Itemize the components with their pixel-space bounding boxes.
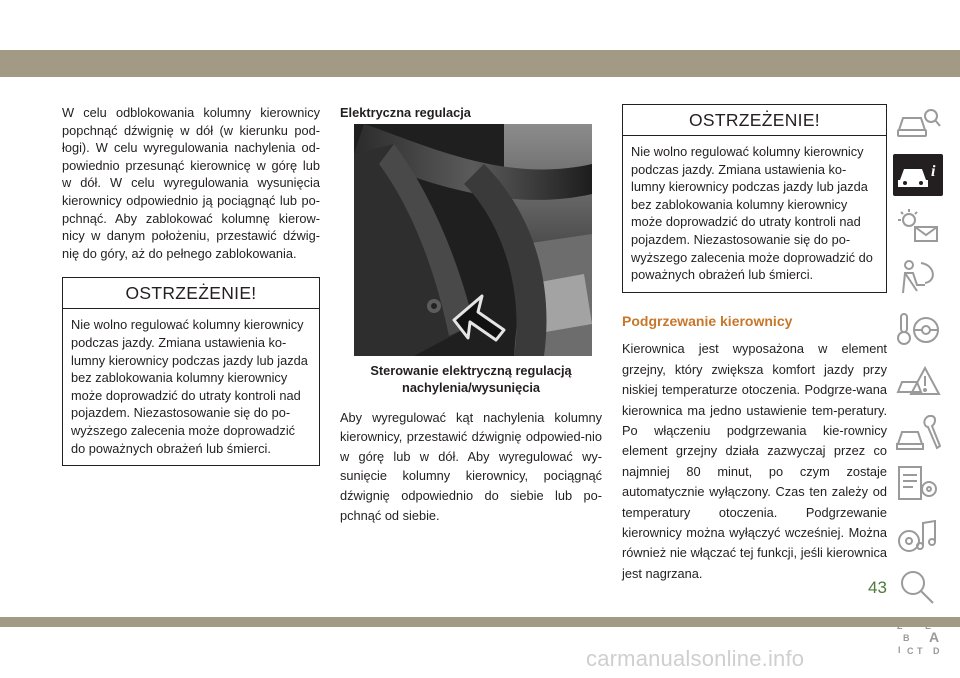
- right-paragraph: Kierownica jest wyposażona w element grzejny, który zwiększa komfort jazdy przy niskiej temperaturze otoczenia. Podgrze-wana kierownica ma jedno ustawienie tem-peratury. Po włączeniu podgrzewania kie-rownicy element grzejny działa zazwyczaj przez co najmniej 80 minut, po czym zostaje automatycznie wyłączony. Czas ten zależy od temperatury otoczenia. Podgrzewanie kierownicy można wyłączyć wcześniej. Można również nie włączać tej funkcji, jeśli kierownica jest nagrzana.: [622, 341, 887, 581]
- document-gear-icon[interactable]: [893, 463, 943, 505]
- car-info-icon[interactable]: [893, 154, 943, 196]
- key-steering-wheel-icon[interactable]: [893, 308, 943, 350]
- warning-text: Nie wolno regulować kolumny kierownicy podczas jazdy. Zmiana ustawienia ko-lumny kierownicy podczas jazdy lub jazda bez zablokowania kolumny kierownicy może doprowadzić do utraty kontroli nad pojazdem. Niezastosowanie się do po-wyższego zalecenia może doprowadzić do poważnych obrażeń lub śmierci.: [631, 144, 873, 283]
- index-letter: A: [929, 628, 940, 645]
- left-column: [62, 104, 320, 466]
- index-letter: C: [907, 645, 914, 656]
- top-band: [0, 50, 960, 77]
- caption-line-1: Sterowanie elektryczną regulacją: [370, 362, 572, 378]
- bottom-band: [0, 617, 960, 627]
- warning-text: Nie wolno regulować kolumny kierownicy podczas jazdy. Zmiana ustawienia ko-lumny kierownicy podczas jazdy lub jazda bez zablokowania kolumny kierownicy może doprowadzić do utraty kontroli nad pojazdem. Niezastosowanie się do po-wyższego zalecenia może doprowadzić do poważnych obrażeń lub śmierci.: [71, 317, 308, 456]
- warning-box-left: [62, 277, 320, 466]
- music-gear-icon[interactable]: [893, 515, 943, 557]
- middle-paragraph: Aby wyregulować kąt nachylenia kolumny kierownicy, przestawić dźwignię odpowied-nio w górę lub w dół. Aby wyregulować wy-sunięcie kolumny kierownicy, pociągnąć dźwignię odpowiednio do siebie lub po-pchnąć od siebie.: [340, 409, 602, 523]
- steering-column-photo: [354, 124, 592, 356]
- middle-column: [340, 104, 602, 525]
- light-message-icon[interactable]: [893, 205, 943, 247]
- index-letter: B: [903, 632, 910, 643]
- wrench-car-icon[interactable]: [893, 412, 943, 454]
- index-letter: T: [917, 645, 923, 656]
- subsection-heading: Elektryczna regulacja: [340, 105, 471, 120]
- airbag-seatbelt-icon[interactable]: [893, 257, 943, 299]
- index-letter: I: [898, 644, 901, 655]
- warning-title: OSTRZEŻENIE!: [63, 278, 319, 309]
- warning-title: OSTRZEŻENIE!: [623, 105, 886, 136]
- intro-paragraph: W celu odblokowania kolumny kierownicy popchnąć dźwignię w dół (w kierunku pod-łogi). W celu wyregulowania nachylenia od-powiednio przesunąć kierownicę w górę lub w dół. W celu wyregulowania wysunięcia kierownicy odpowiednio ją pociągnąć lub po-pchnąć. Aby zablokować kolumnę kierow-nicy w danym położeniu, przestawić dźwig-nię do góry, aż do pełnego zablokowania.: [62, 105, 320, 261]
- watermark: carmanualsonline.info: [586, 646, 805, 671]
- car-search-icon[interactable]: [893, 102, 943, 144]
- magnifier-icon[interactable]: [893, 566, 943, 608]
- index-letter: D: [933, 645, 940, 656]
- caption-line-2: nachylenia/wysunięcia: [402, 379, 540, 395]
- svg-text:i: i: [931, 162, 936, 180]
- section-heading: Podgrzewanie kierownicy: [622, 312, 793, 329]
- right-column: [622, 104, 887, 584]
- warning-box-right: [622, 104, 887, 293]
- photo-caption: [340, 362, 602, 396]
- chapter-tabs: [893, 102, 943, 670]
- steering-column-illustration: [354, 124, 592, 356]
- warning-triangle-car-icon[interactable]: [893, 360, 943, 402]
- page-number: 43: [868, 578, 887, 597]
